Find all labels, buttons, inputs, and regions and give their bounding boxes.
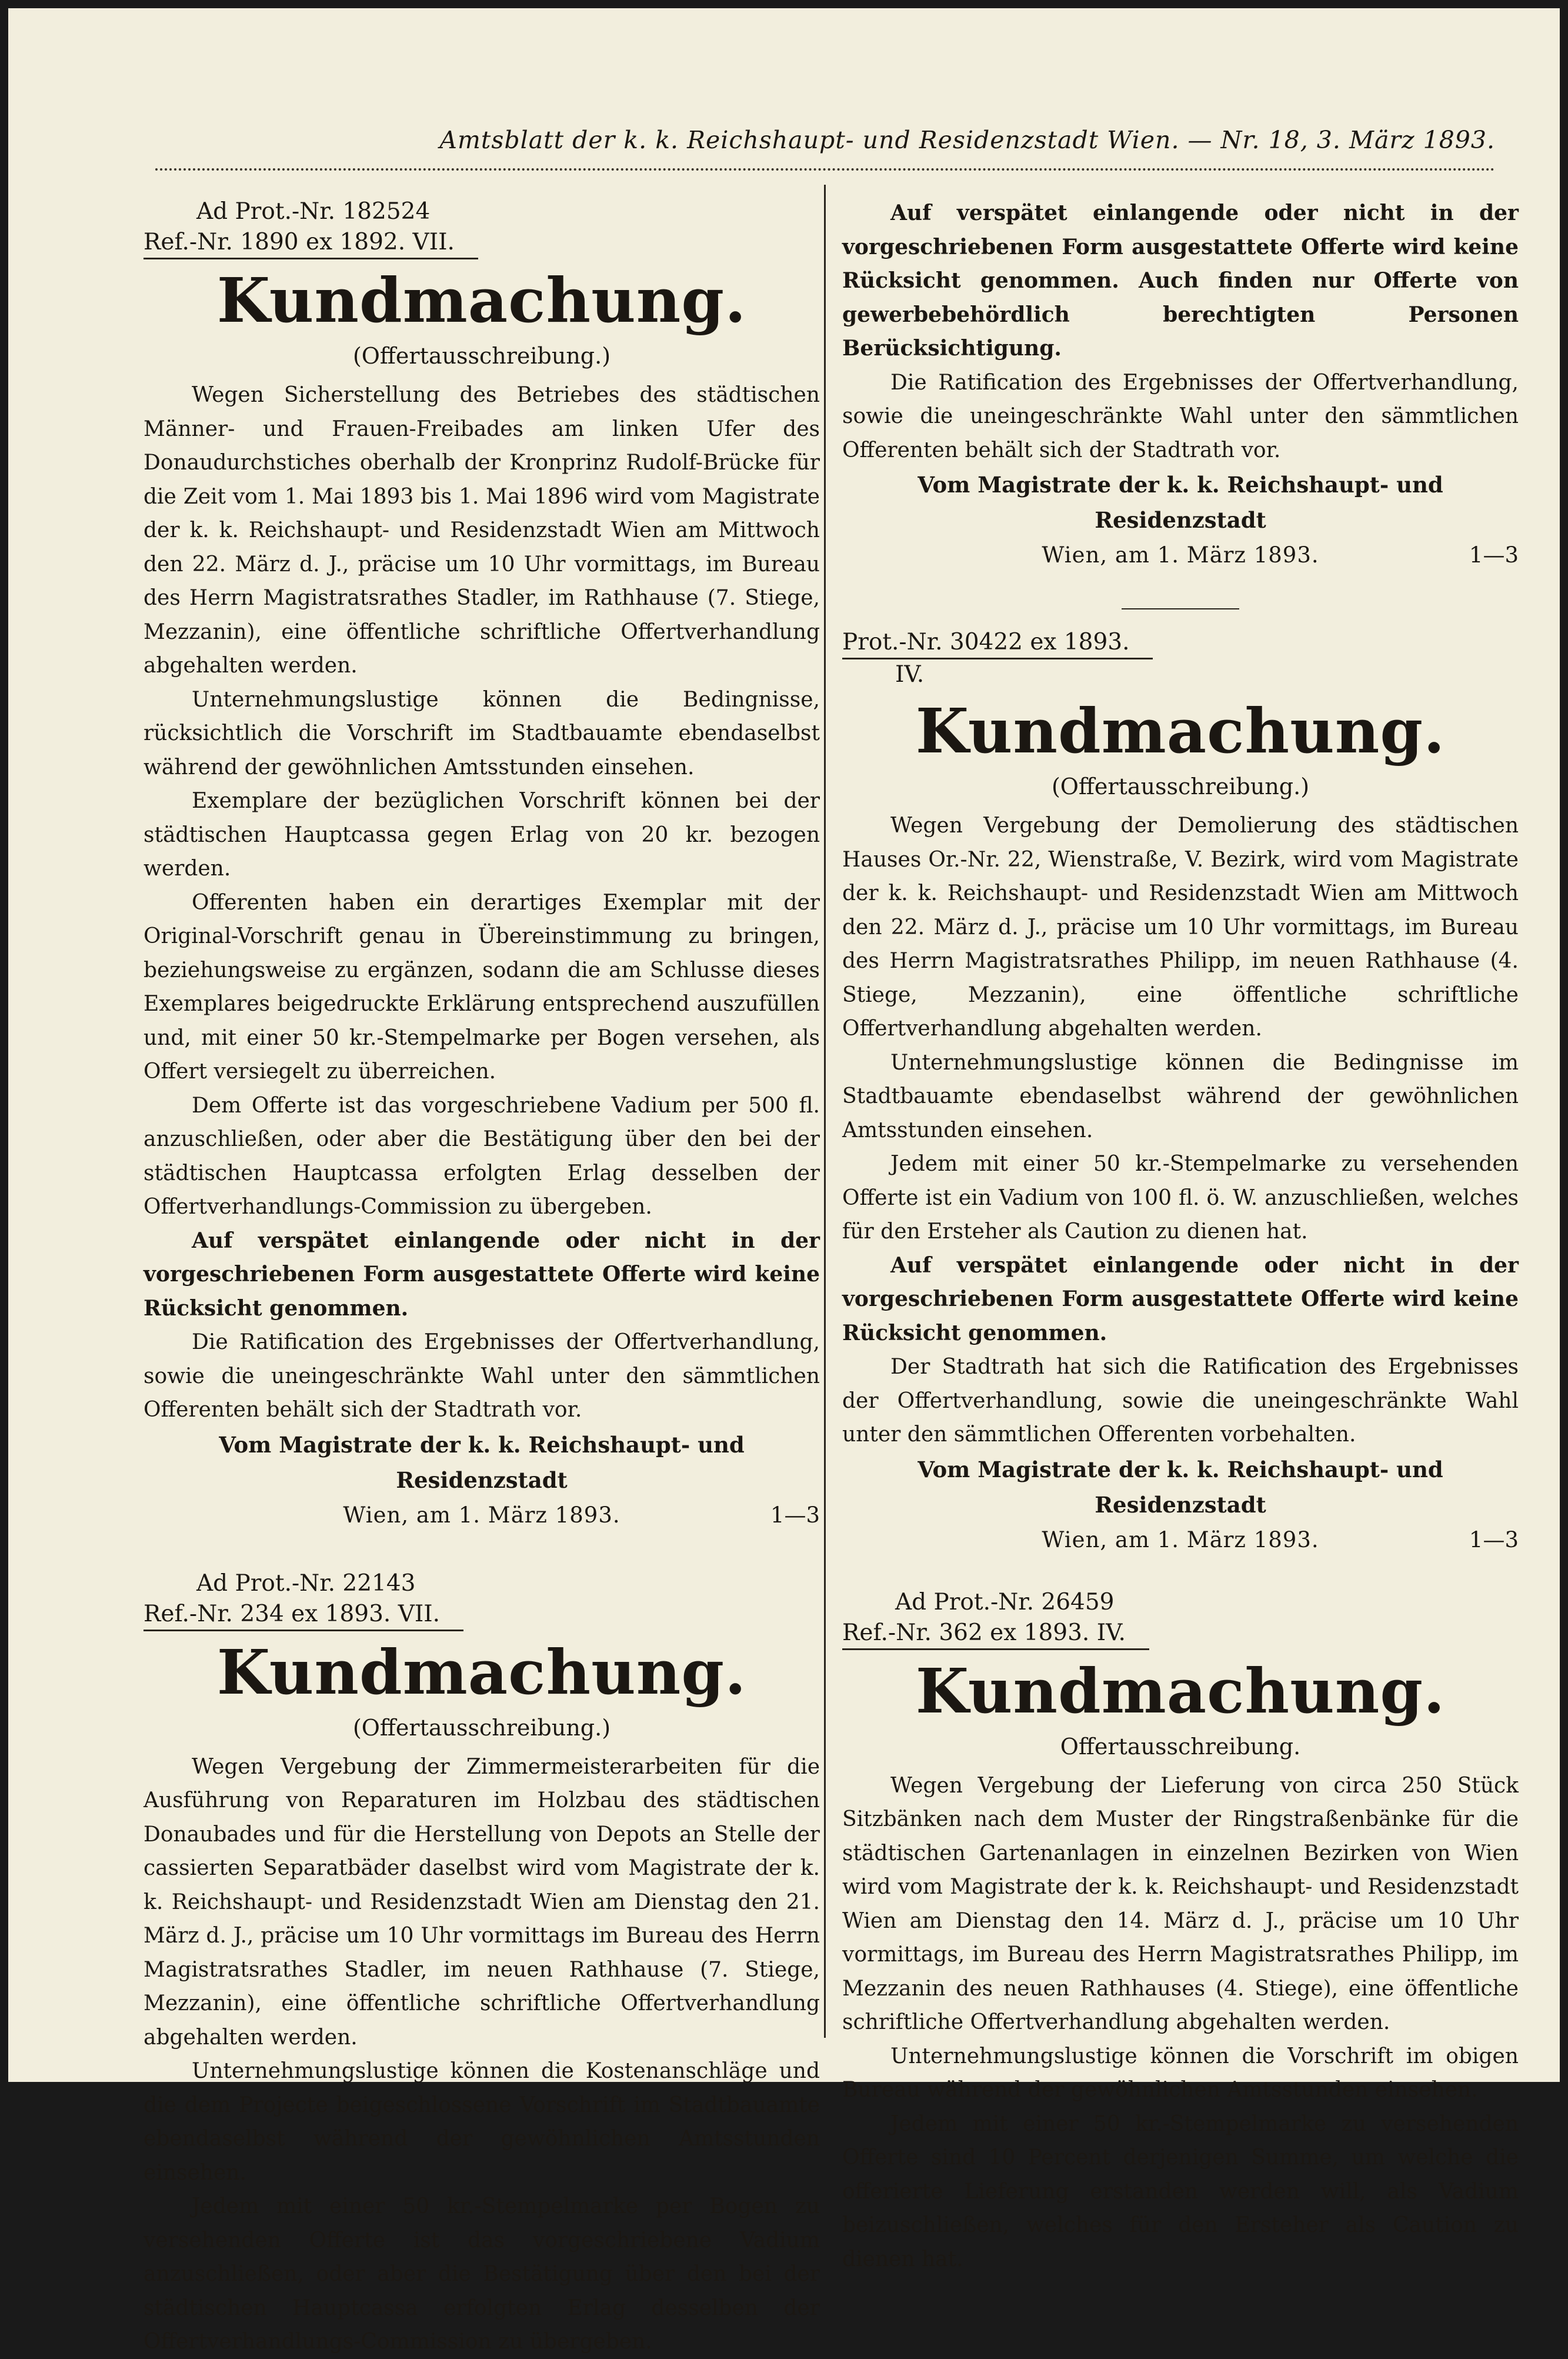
separator-rule: [1122, 608, 1239, 609]
signature: Vom Magistrate der k. k. Reichshaupt- und Residenzstadt: [219, 1431, 745, 1493]
paragraph: Offerenten haben ein derartiges Exemplar mit der Original-Vorschrift genau in Übereinstimmung zu bringen, beziehungsweise zu ergänzen, sodann die am Schlusse dieses Exemplares beigedruckte Erklärung entsprechend auszufüllen und, mit einer 50 kr.-Stempelmarke per Bogen versehen, als Offert versiegelt zu überreichen.: [144, 890, 820, 1084]
signature: Vom Magistrate der k. k. Reichshaupt- und Residenzstadt: [918, 1456, 1443, 1518]
paragraph: Wegen Vergebung der Lieferung von circa 250 Stück Sitzbänken nach dem Muster der Ringstraßenbänke für die städtischen Gartenanlagen in einzelnen Bezirken von Wien wird vom Magistrate der k. k. Reichshaupt- und Residenzstadt Wien am Dienstag den 14. März d. J., präcise um 10 Uhr vormittags, im Bureau des Herrn Magistratsrathes Philipp, im Mezzanin des neuen Rathhauses (4. Stiege), eine öffentliche schriftliche Offertverhandlung abgehalten werden.: [842, 1773, 1519, 2034]
paragraph: Dem Offerte ist das vorgeschriebene Vadium per 500 fl. anzuschließen, oder aber die Bestätigung über den bei der städtischen Hauptcassa erfolgten Erlag desselben der Offertverhandlungs-Commission zu übergeben.: [144, 1093, 820, 1219]
notice-title: Kundmachung.: [915, 695, 1446, 767]
notice-2: [144, 1568, 820, 2359]
notice-title: Kundmachung.: [915, 1654, 1446, 1727]
paragraph: Unternehmungslustige können die Kostenanschläge und die dem Projecte beigeschlossene Vorschrift im Stadtbauamte ebendaselbst während der gewöhnlichen Amtsstunden einsehen.: [144, 2059, 820, 2185]
ad-prot-number: Ad Prot.-Nr. 182524: [196, 198, 431, 225]
paragraph: Die Ratification des Ergebnisses der Offertverhandlung, sowie die uneingeschränkte Wahl unter den sämmtlichen Offerenten behält sich der Stadtrath vor.: [144, 1330, 820, 1422]
ref-number: Ref.-Nr. 234 ex 1893. VII.: [144, 1599, 463, 1631]
paragraph: Unternehmungslustige können die Vorschrift im obigen Bureau während der gewöhnlichen Amtsstunden einsehen.: [842, 2044, 1519, 2102]
department-number: IV.: [895, 661, 925, 688]
paragraph: Jedem mit einer 50 kr.-Stempelmarke per Bogen zu versehenden Offerte ist das vorgeschriebene Vadium anzuschließen, oder aber die Bestätigung über den bei der städtischen Hauptcassa erfolgten Erlag desselben der Offertverhandlungs-Commission zu übergeben.: [144, 2194, 820, 2354]
paragraph: Der Stadtrath hat sich die Ratification des Ergebnisses der Offertverhandlung, sowie die uneingeschränkte Wahl unter den sämmtlichen Offerenten vorbehalten.: [842, 1355, 1519, 1447]
paragraph-bold: Auf verspätet einlangende oder nicht in der vorgeschriebenen Form ausgestattete Offerte wird keine Rücksicht genommen.: [842, 1252, 1519, 1345]
header-rule: [155, 168, 1495, 178]
notice-4: [842, 1587, 1519, 2277]
paragraph: Unternehmungslustige können die Bedingnisse, rücksichtlich die Vorschrift im Stadtbauamte ebendaselbst während der gewöhnlichen Amtsstunden einsehen.: [144, 687, 820, 779]
paragraph: Die Ratification des Ergebnisses der Offertverhandlung, sowie die uneingeschränkte Wahl unter den sämmtlichen Offerenten behält sich der Stadtrath vor.: [842, 370, 1519, 462]
notice-subtitle: Offertausschreibung.: [1060, 1733, 1301, 1760]
paragraph: Jedem mit einer 50 kr.-Stempelmarke zu versehenden Offerte sind 10 Percent derjenigen Summe, um welche die offerierte Lieferung erstanden werden will, als Vadium beizuschließen, welches für den Ersteher als Caution zu dienen hat.: [842, 2111, 1519, 2271]
notice-subtitle: (Offertausschreibung.): [352, 343, 611, 369]
ref-number: Ref.-Nr. 362 ex 1893. IV.: [842, 1618, 1149, 1650]
paragraph: Wegen Vergebung der Zimmermeisterarbeiten für die Ausführung von Reparaturen im Holzbau des städtischen Donaubades und für die Herstellung von Depots an Stelle der cassierten Separatbäder daselbst wird vom Magistrate der k. k. Reichshaupt- und Residenzstadt Wien am Dienstag den 21. März d. J., präcise um 10 Uhr vormittags im Bureau des Herrn Magistratsrathes Stadler, im neuen Rathhause (7. Stiege, Mezzanin), eine öffentliche schriftliche Offertverhandlung abgehalten werden.: [144, 1754, 820, 2050]
paragraph: Unternehmungslustige können die Bedingnisse im Stadtbauamte ebendaselbst während der gewöhnlichen Amtsstunden einsehen.: [842, 1050, 1519, 1142]
paragraph-bold: Auf verspätet einlangende oder nicht in der vorgeschriebenen Form ausgestattete Offerte wird keine Rücksicht genommen. Auch finden nur Offerte von gewerbebehördlich berechtigten Personen Berücksichtigung.: [842, 201, 1519, 361]
date-row: [842, 538, 1519, 573]
date-row: [842, 1522, 1519, 1558]
sequence-number: 1—3: [770, 1502, 820, 1528]
ref-number: Ref.-Nr. 1890 ex 1892. VII.: [144, 227, 478, 259]
paragraph: Exemplare der bezüglichen Vorschrift können bei der städtischen Hauptcassa gegen Erlag von 20 kr. bezogen werden.: [144, 789, 820, 881]
ad-prot-number: Ad Prot.-Nr. 26459: [895, 1588, 1115, 1615]
page-header: Amtsblatt der k. k. Reichshaupt- und Residenzstadt Wien. — Nr. 18, 3. März 1893.: [439, 126, 1495, 154]
paragraph: Wegen Sicherstellung des Betriebes des städtischen Männer- und Frauen-Freibades am linken Ufer des Donaudurchstiches oberhalb der Kronprinz Rudolf-Brücke für die Zeit vom 1. Mai 1893 bis 1. Mai 1896 wird vom Magistrate der k. k. Reichshaupt- und Residenzstadt Wien am Mittwoch den 22. März d. J., präcise um 10 Uhr vormittags, im Bureau des Herrn Magistratsrathes Stadler, im Rathhause (7. Stiege, Mezzanin), eine öffentliche schriftliche Offertverhandlung abgehalten werden.: [144, 383, 820, 678]
notice-date: Wien, am 1. März 1893.: [343, 1502, 620, 1528]
paragraph-bold: Auf verspätet einlangende oder nicht in der vorgeschriebenen Form ausgestattete Offerte wird keine Rücksicht genommen.: [144, 1228, 820, 1321]
sequence-number: 1—3: [1469, 1527, 1519, 1552]
notice-1: [144, 196, 820, 1533]
prot-number: Prot.-Nr. 30422 ex 1893.: [842, 627, 1153, 659]
signature: Vom Magistrate der k. k. Reichshaupt- und Residenzstadt: [918, 472, 1443, 533]
notice-3: [842, 627, 1519, 1558]
notice-subtitle: (Offertausschreibung.): [352, 1714, 611, 1741]
paragraph: Jedem mit einer 50 kr.-Stempelmarke zu versehenden Offerte ist ein Vadium von 100 fl. ö. W. anzuschließen, welches für den Ersteher als Caution zu dienen hat.: [842, 1152, 1519, 1244]
notice-date: Wien, am 1. März 1893.: [1042, 542, 1319, 568]
newspaper-page: [8, 8, 1560, 2354]
notice-title: Kundmachung.: [216, 264, 747, 336]
ad-prot-number: Ad Prot.-Nr. 22143: [196, 1570, 416, 1597]
date-row: [144, 1498, 820, 1533]
notice-title: Kundmachung.: [216, 1635, 747, 1708]
notice-2-continued: [842, 196, 1519, 573]
right-column: [842, 196, 1519, 2276]
notice-date: Wien, am 1. März 1893.: [1042, 1527, 1319, 1552]
left-column: [144, 196, 820, 2359]
sequence-number: 1—3: [1469, 542, 1519, 568]
column-divider: [824, 185, 826, 2038]
paragraph: Wegen Vergebung der Demolierung des städtischen Hauses Or.-Nr. 22, Wienstraße, V. Bezirk, wird vom Magistrate der k. k. Reichshaupt- und Residenzstadt Wien am Mittwoch den 22. März d. J., präcise um 10 Uhr vormittags, im Bureau des Herrn Magistratsrathes Philipp, im neuen Rathhause (4. Stiege, Mezzanin), eine öffentliche schriftliche Offertverhandlung abgehalten werden.: [842, 814, 1519, 1041]
notice-subtitle: (Offertausschreibung.): [1051, 774, 1310, 799]
